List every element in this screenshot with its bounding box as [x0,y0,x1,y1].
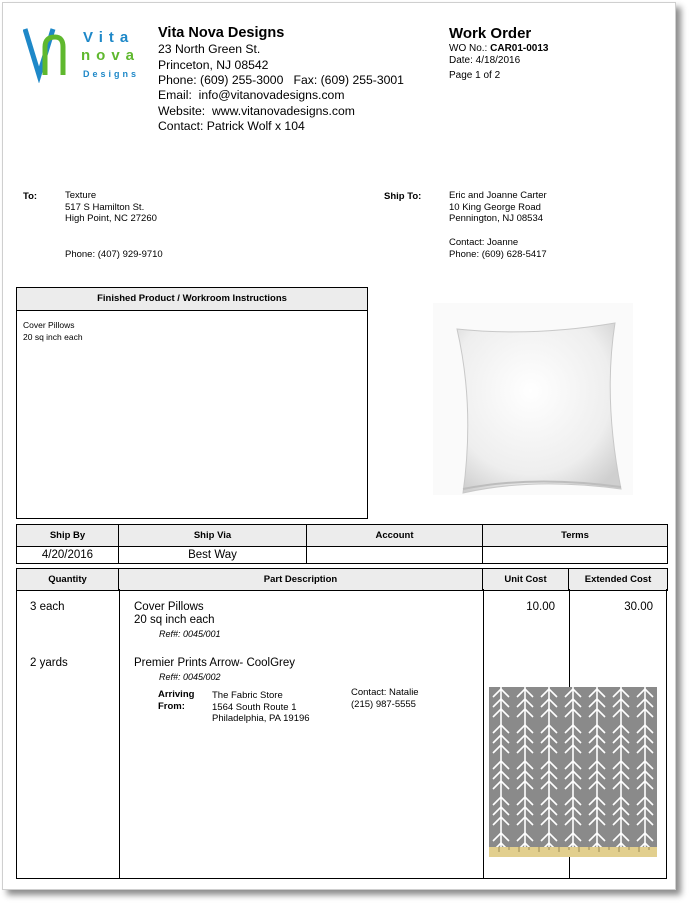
quantity-header: Quantity [17,569,119,591]
vita-nova-logo [23,25,153,83]
shipping-table [16,524,668,564]
work-order-page [2,2,676,890]
workroom-instructions-box [16,287,368,519]
ship-to-phone: Phone: (609) 628-5417 [449,248,547,260]
ship-via-header: Ship Via [119,525,307,547]
company-website[interactable]: Website: www.vitanovadesigns.com [158,104,355,118]
extended-cost-header: Extended Cost [569,569,668,591]
to-phone: Phone: (407) 929-9710 [65,249,163,260]
ship-to-label: Ship To: [384,191,422,202]
terms-value [483,547,668,564]
part-description-header: Part Description [119,569,483,591]
logo-word-designs: Designs [83,69,140,79]
instructions-line2: 20 sq inch each [23,331,83,342]
item1-ref: Ref#: 0045/001 [159,629,221,639]
vendor-phone: (215) 987-5555 [351,698,416,710]
ship-to-contact-block [449,237,547,260]
wo-number-line [449,43,549,55]
account-header: Account [307,525,483,547]
instructions-body [17,311,367,352]
company-name: Vita Nova Designs [158,25,285,41]
to-city: High Point, NC 27260 [65,213,157,224]
ship-to-street: 10 King George Road [449,201,541,213]
item1-unit-cost: 10.00 [526,601,555,613]
vendor-street: 1564 South Route 1 [212,701,297,713]
vendor-city: Philadelphia, PA 19196 [212,713,310,724]
fabric-swatch-image [489,687,657,857]
terms-header: Terms [483,525,668,547]
vendor-name: The Fabric Store [212,690,283,701]
ship-to-city: Pennington, NJ 08534 [449,213,544,224]
to-label: To: [23,191,38,202]
company-address2: Princeton, NJ 08542 [158,58,269,72]
company-address1: 23 North Green St. [158,42,261,56]
ship-by-value: 4/20/2016 [17,547,119,564]
instructions-line1: Cover Pillows [23,320,75,330]
item1-desc2: 20 sq inch each [134,614,215,626]
item1-desc1: Cover Pillows [134,601,204,613]
vendor-contact-block [351,687,419,710]
ship-to-address [449,190,547,225]
logo-word-vita: Vita [83,29,135,46]
company-email[interactable]: Email: info@vitanovadesigns.com [158,88,345,102]
vendor-address [212,690,310,725]
item2-ref: Ref#: 0045/002 [159,672,221,682]
ship-via-value: Best Way [119,547,307,564]
wo-number-label: WO No.: [449,43,491,54]
from-label: From: [158,700,185,712]
wo-page: Page 1 of 2 [449,70,501,81]
arriving-from-label [158,689,194,712]
unit-cost-header: Unit Cost [483,569,569,591]
wo-number: CAR01-0013 [490,43,549,54]
vendor-contact: Contact: Natalie [351,687,419,698]
account-value [307,547,483,564]
ship-to-contact: Contact: Joanne [449,237,519,248]
to-name: Texture [65,190,97,201]
item2-qty: 2 yards [30,657,68,669]
item2-desc1: Premier Prints Arrow- CoolGrey [134,657,296,669]
line-items-header [16,568,668,591]
ship-to-name: Eric and Joanne Carter [449,190,547,201]
to-address [65,190,157,225]
instructions-header: Finished Product / Workroom Instructions [17,288,367,311]
ship-by-header: Ship By [17,525,119,547]
to-street: 517 S Hamilton St. [65,201,145,213]
work-order-title: Work Order [449,25,532,42]
arriving-label: Arriving [158,689,195,700]
item1-qty: 3 each [30,601,65,613]
wo-date: Date: 4/18/2016 [449,55,521,66]
company-phone-fax: Phone: (609) 255-3000 Fax: (609) 255-3001 [158,73,404,87]
item1-description [134,601,215,627]
company-contact: Contact: Patrick Wolf x 104 [158,119,305,133]
pillow-image [433,303,633,495]
logo-word-nova: nova [81,47,141,64]
item1-ext-cost: 30.00 [624,601,653,613]
